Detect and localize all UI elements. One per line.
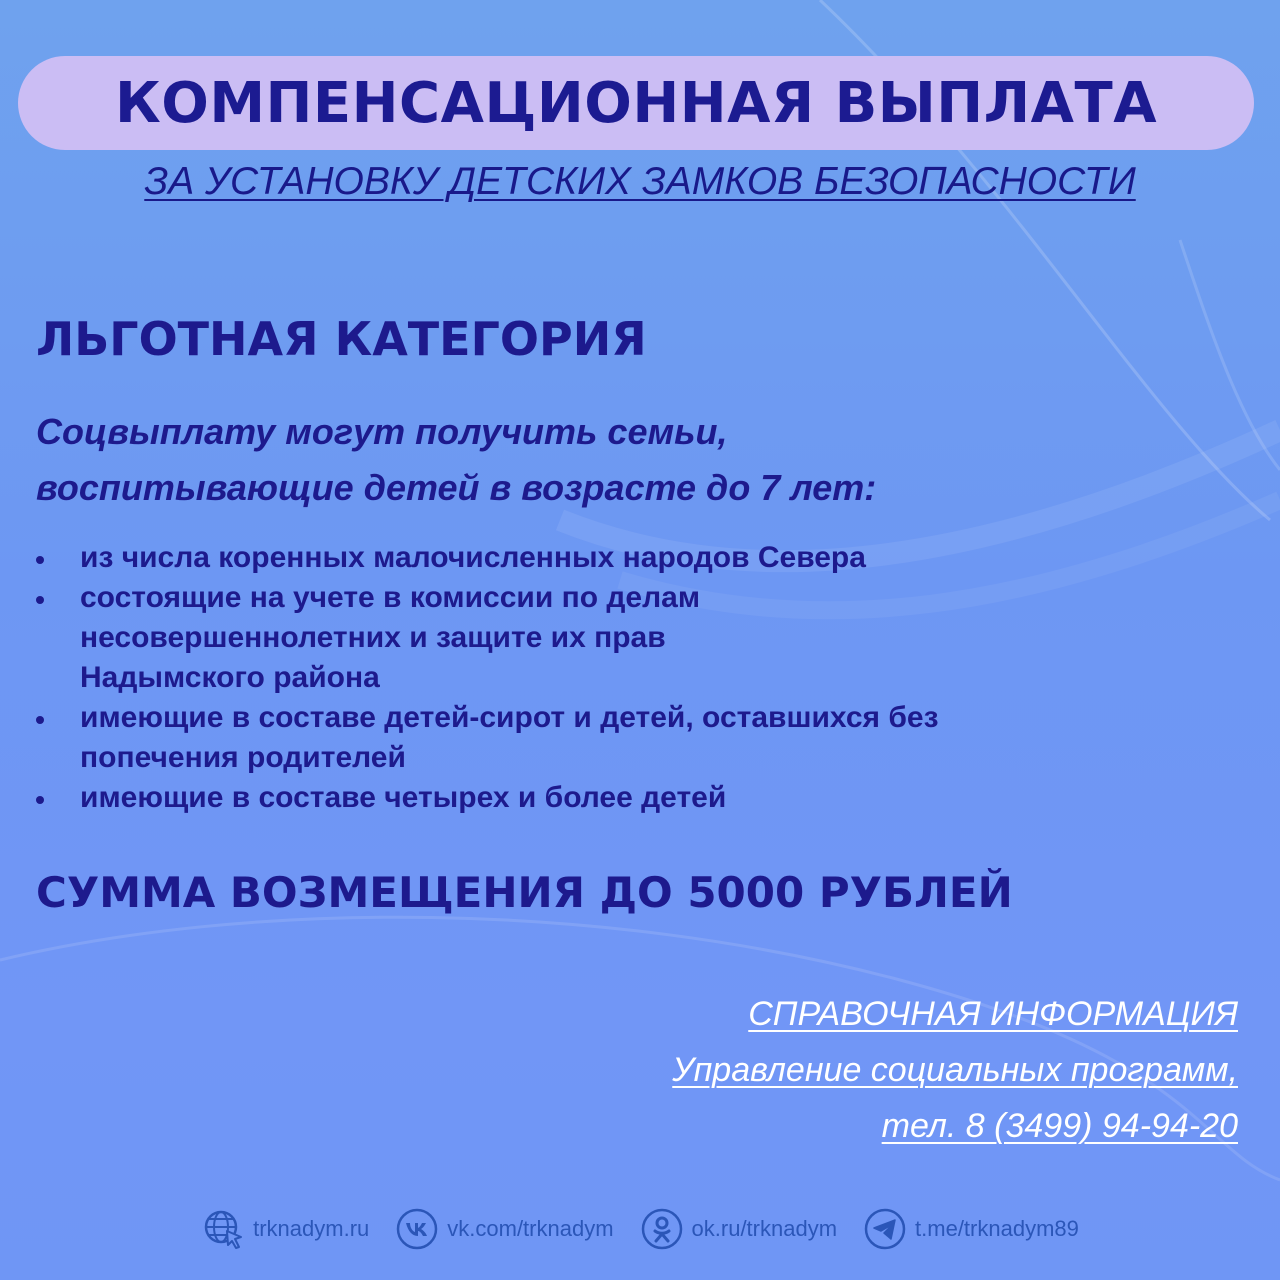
lead-line: Соцвыплату могут получить семьи, [36,411,728,452]
footer-link-telegram[interactable] [863,1207,1079,1251]
footer-link-vk[interactable] [395,1207,613,1251]
list-item [32,778,1232,818]
reference-phone[interactable]: тел. 8 (3499) 94-94-20 [881,1107,1238,1145]
telegram-icon [863,1207,907,1251]
list-item [32,698,1232,778]
footer-link-text: ok.ru/trknadym [691,1216,838,1241]
list-item-line: из числа коренных малочисленных народов Севера [80,541,866,574]
footer-link-website[interactable] [201,1207,369,1251]
reference-heading[interactable]: СПРАВОЧНАЯ ИНФОРМАЦИЯ [748,995,1238,1033]
reference-info [672,986,1238,1154]
category-heading: ЛЬГОТНАЯ КАТЕГОРИЯ [36,312,647,366]
list-item-line: Надымского района [80,661,380,694]
vk-icon [395,1207,439,1251]
list-item-line: несовершеннолетних и защите их прав [80,621,666,654]
list-item-line: имеющие в составе детей-сирот и детей, оставшихся без [80,701,939,734]
page-title: КОМПЕНСАЦИОННАЯ ВЫПЛАТА [114,70,1158,136]
criteria-list [32,538,1232,818]
list-item [32,578,1232,698]
amount-heading: СУММА ВОЗМЕЩЕНИЯ ДО 5000 РУБЛЕЙ [36,868,1013,917]
list-item-line: состоящие на учете в комиссии по делам [80,581,701,614]
list-item-line: имеющие в составе четырех и более детей [80,781,727,814]
footer-link-text: trknadym.ru [253,1216,370,1241]
globe-cursor-icon [201,1207,245,1251]
footer-links [0,1204,1280,1254]
title-banner [18,56,1254,150]
footer-link-text: vk.com/trknadym [447,1216,614,1241]
category-lead [36,404,876,516]
page-subtitle: ЗА УСТАНОВКУ ДЕТСКИХ ЗАМКОВ БЕЗОПАСНОСТИ [144,160,1136,203]
reference-department[interactable]: Управление социальных программ, [672,1051,1238,1089]
list-item-line: попечения родителей [80,741,406,774]
list-item [32,538,1232,578]
lead-line: воспитывающие детей в возрасте до 7 лет: [36,467,877,508]
odnoklassniki-icon [640,1207,684,1251]
footer-link-ok[interactable] [640,1207,838,1251]
footer-link-text: t.me/trknadym89 [915,1216,1079,1241]
